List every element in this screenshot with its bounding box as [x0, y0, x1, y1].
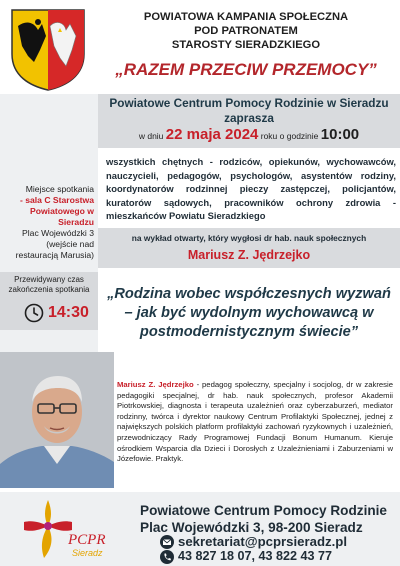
campaign-line-2: POD PATRONATEM: [194, 25, 298, 37]
speaker-name: Mariusz Z. Jędrzejko: [187, 248, 311, 262]
date-value: 22 maja 2024: [165, 126, 259, 143]
coat-of-arms-icon: [8, 6, 88, 92]
organizer-invites: zaprasza: [224, 111, 274, 125]
speaker-photo: [0, 352, 114, 488]
footer-org-name: Powiatowe Centrum Pomocy Rodzinie: [140, 503, 387, 518]
audience-text: wszystkich chętnych - rodziców, opiekunów, wychowawców, nauczycieli, pedagogów, psychologów, asystentów rodziny, koordynatorów rodzinnej pieczy zastępczej, policjantów, kuratorów sądowych, pracowników ochrony zdrowia - mieszkańców Powiatu Sieradzkiego: [106, 156, 396, 221]
logo-text: PCPR: [68, 532, 106, 548]
logo-subtext: Sieradz: [72, 548, 103, 558]
speaker-bio: [117, 380, 393, 465]
duration-time: 14:30: [48, 304, 89, 321]
email-link[interactable]: sekretariat@pcprsieradz.pl: [178, 534, 347, 549]
phone-numbers[interactable]: 43 827 18 07, 43 822 43 77: [178, 549, 333, 563]
organizer-name: Powiatowe Centrum Pomocy Rodzinie w Sieradzu: [109, 96, 389, 110]
envelope-icon: [160, 535, 174, 549]
venue-label: Miejsce spotkania: [25, 184, 94, 194]
phone-icon: [160, 550, 174, 564]
clock-icon: [24, 303, 44, 323]
pcpr-logo: [18, 496, 118, 560]
start-time: 10:00: [320, 126, 360, 143]
date-middle: roku o godzinie: [260, 131, 319, 141]
venue-info: [6, 184, 94, 261]
campaign-line-1: POWIATOWA KAMPANIA SPOŁECZNA: [143, 11, 349, 23]
bio-text: - pedagog społeczny, specjalny i socjolog, dr w zakresie pedagogiki specjalnej, dr hab. nauk społecznych, profesor Akademii Piotrkowskiej, diagnosta i terapeuta uzależnień oraz cyberzaburzeń, mediator rodzinny, twórca i dyrektor naukowy Centrum Profilaktyki Społecznej, jednej z największych polskich platform profilaktyki zachowań ryzykownych i uzależnień, przewodniczący Rady Programowej Fundacji Bonum Humanum. Kieruje ośrodkiem Wsparcia dla Dzieci i Dorosłych z Uzależnieniami i Zaburzeniami w Józefowie. Praktyk.: [117, 380, 393, 464]
footer-address: Plac Wojewódzki 3, 98-200 Sieradz: [140, 520, 363, 535]
bio-name: Mariusz Z. Jędrzejko: [117, 380, 194, 389]
lecture-intro: na wykład otwarty, który wygłosi dr hab. nauk społecznych: [131, 233, 367, 243]
event-date: [98, 126, 400, 143]
lecture-topic: „Rodzina wobec współczesnych wyzwań – jak być wydolnym wychowawcą w postmodernistycznym świecie”: [107, 286, 391, 340]
campaign-line-3: STAROSTY SIERADZKIEGO: [171, 39, 321, 51]
campaign-slogan: „RAZEM PRZECIW PRZEMOCY”: [115, 60, 377, 79]
venue-address: Plac Wojewódzki 3 (wejście nad restauracją Marusia): [15, 228, 94, 260]
duration-label: Przewidywany czas zakończenia spotkania: [8, 275, 90, 294]
campaign-title: [96, 10, 396, 52]
venue-room: - sala C Starostwa Powiatowego w Sieradzu: [19, 195, 94, 227]
date-prefix: w dniu: [138, 131, 164, 141]
